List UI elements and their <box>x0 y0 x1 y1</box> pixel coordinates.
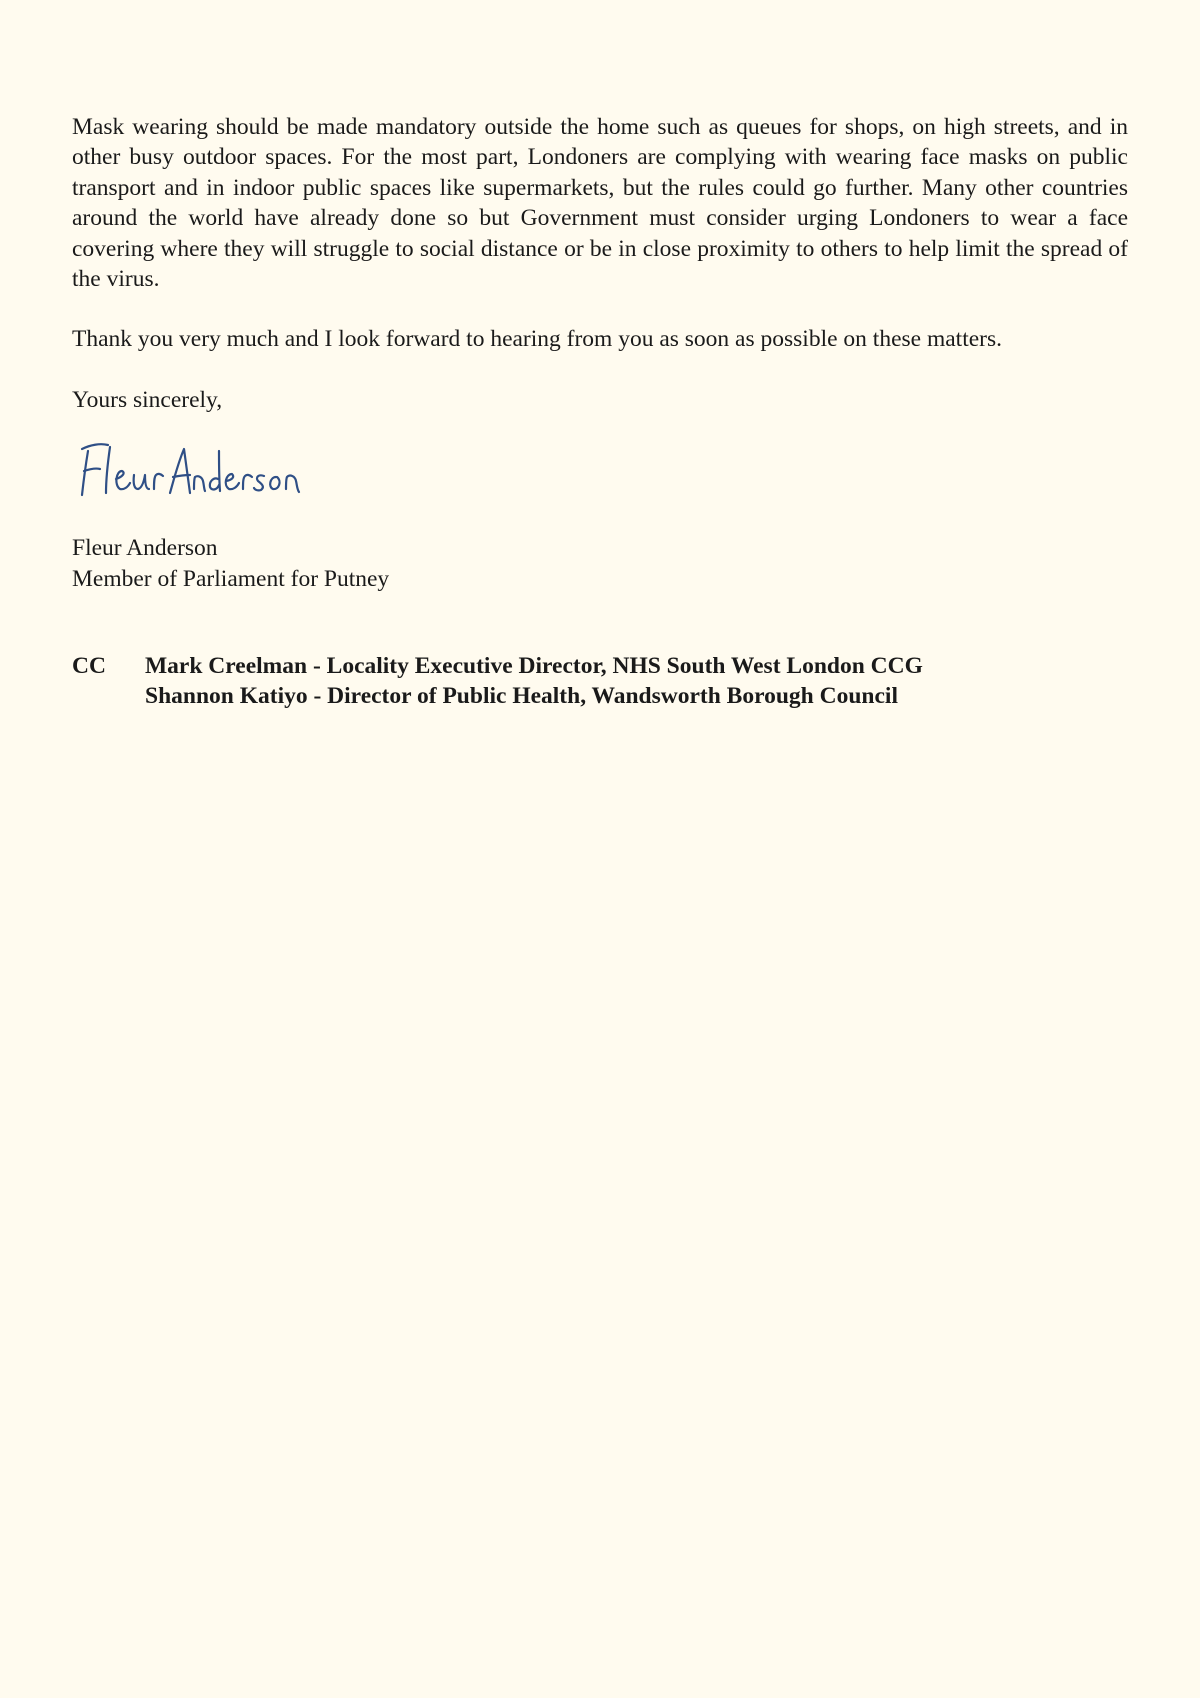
letter-body <box>72 112 1128 712</box>
cc-label: CC <box>72 653 106 680</box>
cc-recipient-list <box>145 651 923 712</box>
cc-block <box>72 651 1128 712</box>
cc-recipient: Mark Creelman - Locality Executive Director, NHS South West London CCG <box>145 653 923 680</box>
cc-recipient: Shannon Katiyo - Director of Public Health, Wandsworth Borough Council <box>145 683 898 710</box>
signer-block <box>72 533 1128 594</box>
signer-title: Member of Parliament for Putney <box>72 565 390 592</box>
closing-salutation: Yours sincerely, <box>72 386 223 413</box>
handwritten-signature <box>72 437 332 509</box>
thank-you-paragraph: Thank you very much and I look forward to hearing from you as soon as possible on these matters. <box>72 326 1002 353</box>
body-paragraph: Mask wearing should be made mandatory outside the home such as queues for shops, on high streets, and in other busy outdoor spaces. For the most part, Londoners are complying with wearing face masks on public transport and in indoor public spaces like supermarkets, but the rules could go further. Many other countries around the world have already done so but Government must consider urging Londoners to wear a face covering where they will struggle to social distance or be in close proximity to others to help limit the spread of the virus. <box>72 114 1128 293</box>
signer-name: Fleur Anderson <box>72 535 218 562</box>
